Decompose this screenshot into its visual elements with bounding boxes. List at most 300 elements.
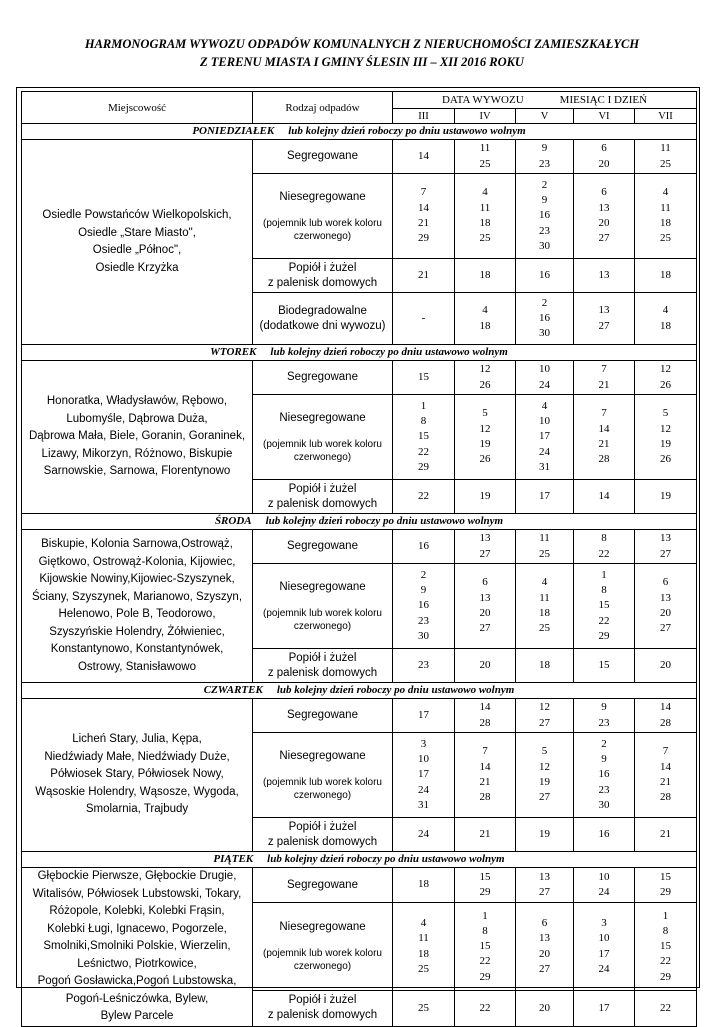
date-cell [516, 530, 574, 564]
waste-type-label: Niesegregowane [279, 190, 366, 203]
date-value: 5 [482, 407, 488, 420]
location-line: Kijowskie Nowiny,Kijowiec-Szyszynek, [39, 573, 235, 585]
table-row [22, 699, 697, 733]
location-line: Witalisów, Półwiosek Lubstowski, Tokary, [32, 887, 242, 900]
waste-type-ash [253, 259, 393, 293]
date-value: 22 [418, 489, 429, 502]
date-cell [393, 395, 455, 480]
month-header: III [393, 109, 455, 124]
waste-type-label: Popiół i żużel [288, 482, 357, 495]
date-value: 19 [539, 776, 550, 788]
holiday-note: lub kolejny dzień roboczy po dniu ustawowo wolnym [265, 515, 504, 527]
date-cell [516, 649, 574, 683]
date-value: 31 [418, 798, 429, 811]
date-value: 8 [601, 532, 607, 545]
location-line: Helenowo, Pole B, Teodorowo, [58, 608, 216, 620]
date-value: 5 [662, 407, 669, 420]
date-cell [635, 530, 697, 564]
date-cell [635, 818, 697, 852]
date-cell [574, 293, 635, 345]
waste-type-label: Segregowane [287, 878, 358, 891]
date-value: 27 [539, 791, 550, 804]
date-cell [455, 991, 516, 1026]
date-value: 16 [418, 599, 429, 612]
location-line: Kolebki Ługi, Ignacewo, Pogorzele, [47, 922, 227, 935]
date-value: 1 [482, 909, 488, 922]
date-value: 28 [479, 716, 491, 729]
location-line: Smolarnia, Trajbudy [85, 803, 189, 816]
waste-type-label: Segregowane [287, 540, 358, 552]
date-value: 7 [662, 745, 669, 758]
date-value: 7 [601, 363, 607, 376]
waste-type-label: z palenisk domowych [267, 835, 378, 848]
date-value: 10 [418, 753, 429, 766]
date-value: 4 [482, 304, 488, 317]
weekday-name: PIĄTEK [213, 853, 254, 865]
waste-type-label: z palenisk domowych [267, 497, 378, 510]
date-cell [635, 699, 697, 733]
date-value: 26 [479, 453, 491, 466]
date-cell [574, 733, 635, 818]
waste-type-label: Popiół i żużel [288, 261, 357, 274]
date-value: 19 [479, 489, 491, 502]
date-value: 18 [418, 947, 429, 960]
date-value: 2 [601, 737, 607, 750]
date-value: 4 [420, 917, 427, 930]
date-value: 1 [601, 568, 607, 581]
date-value: 13 [598, 268, 610, 281]
weekday-header [22, 852, 697, 868]
date-value: 22 [479, 1001, 491, 1014]
date-value: 20 [660, 607, 671, 619]
date-value: 21 [598, 438, 610, 450]
date-value: 4 [662, 304, 669, 317]
date-value: 15 [418, 370, 429, 383]
date-cell [635, 140, 697, 174]
date-value: 21 [418, 217, 429, 229]
waste-type-segregated [253, 699, 393, 733]
date-value: 27 [660, 547, 671, 560]
location-line: Smolniki,Smolniki Polskie, Wierzelin, [43, 940, 231, 952]
table-row [22, 530, 697, 564]
date-cell [574, 868, 635, 903]
location-line: Biskupie, Kolonia Sarnowa,Ostrowąż, [41, 538, 233, 550]
date-cell [574, 259, 635, 293]
waste-type-label: z palenisk domowych [267, 666, 378, 679]
waste-type-segregated [253, 140, 393, 174]
header-month-day-label: MIESIĄC I DZIEŃ [559, 94, 648, 106]
date-value: 17 [598, 1001, 610, 1014]
date-cell [393, 480, 455, 514]
location-line: Osiedle „Stare Miasto", [78, 226, 196, 239]
date-cell [455, 259, 516, 293]
location-line: Osiedle Krzyżka [95, 261, 179, 274]
date-cell [455, 564, 516, 649]
date-value: 12 [539, 760, 550, 773]
holiday-note: lub kolejny dzień roboczy po dniu ustawowo wolnym [276, 684, 515, 696]
date-value: 11 [479, 142, 491, 155]
waste-type-label: z palenisk domowych [267, 1009, 378, 1022]
date-value: 27 [660, 622, 671, 635]
date-cell [574, 699, 635, 733]
date-value: 4 [541, 576, 548, 589]
month-header: VI [574, 109, 635, 124]
date-value: 18 [660, 319, 671, 332]
table-row [22, 140, 697, 174]
date-value: 27 [479, 547, 491, 560]
date-value: 28 [660, 716, 671, 729]
date-value: 23 [539, 224, 550, 237]
location-line: Giętkowo, Ostrowąż-Kolonia, Kijowiec, [38, 555, 236, 568]
date-value: 16 [539, 311, 550, 324]
schedule-table [21, 91, 697, 1027]
date-cell [455, 818, 516, 852]
date-cell [393, 818, 455, 852]
date-cell [455, 293, 516, 345]
document-title: HARMONOGRAM WYWOZU ODPADÓW KOMUNALNYCH Z NIERUCHOMOŚCI ZAMIESZKAŁYCH [84, 37, 640, 51]
date-value: 29 [598, 629, 610, 642]
date-value: 11 [539, 591, 550, 604]
weekday-header [22, 124, 697, 140]
header-waste-type: Rodzaj odpadów [253, 92, 393, 124]
waste-type-label: Segregowane [287, 709, 358, 721]
header-date [393, 92, 697, 109]
date-value: 26 [660, 378, 671, 391]
waste-type-label: Niesegregowane [279, 921, 366, 934]
header-date-label: DATA WYWOZU [441, 94, 524, 106]
date-cell [516, 140, 574, 174]
date-value: 4 [482, 186, 488, 199]
waste-type-label: Popiół i żużel [288, 651, 357, 664]
location-line: Lubomyśle, Dąbrowa Duża, [66, 412, 208, 425]
date-value: 11 [479, 201, 491, 214]
date-value: 18 [418, 878, 429, 891]
date-value: 15 [479, 870, 491, 883]
date-value: 24 [598, 886, 610, 899]
date-cell [393, 259, 455, 293]
date-cell [635, 293, 697, 345]
waste-type-label: Biodegradowalne [278, 304, 367, 317]
date-value: 15 [660, 940, 671, 953]
date-value: 23 [418, 614, 429, 627]
date-value: 24 [418, 827, 429, 840]
date-value: 2 [541, 178, 548, 191]
date-value: 18 [479, 217, 491, 229]
waste-type-label: Segregowane [287, 150, 358, 162]
date-cell [393, 174, 455, 259]
location-line: Półwiosek Stary, Półwiosek Nowy, [50, 768, 224, 781]
date-value: 8 [662, 924, 669, 937]
date-value: 14 [418, 149, 429, 162]
date-cell [574, 361, 635, 395]
date-value: 1 [662, 909, 669, 922]
waste-type-unsegregated [253, 174, 393, 259]
date-value: 2 [420, 568, 427, 581]
date-value: 20 [539, 1001, 550, 1014]
date-value: 5 [541, 745, 548, 758]
date-value: 19 [660, 489, 671, 502]
date-value: 6 [482, 576, 488, 589]
date-value: 25 [539, 547, 550, 560]
date-value: 23 [539, 157, 550, 170]
date-cell [393, 868, 455, 903]
date-cell [635, 259, 697, 293]
date-cell [516, 361, 574, 395]
date-cell [455, 140, 516, 174]
date-value: 17 [539, 489, 550, 502]
location-line: Honoratka, Władysławów, Rębowo, [46, 395, 228, 408]
date-value: 9 [420, 584, 427, 597]
date-value: 17 [418, 708, 429, 721]
date-cell [393, 140, 455, 174]
waste-type-unsegregated [253, 395, 393, 480]
date-value: 21 [479, 776, 491, 788]
weekday-header [22, 683, 697, 699]
date-value: 15 [418, 430, 429, 443]
date-value: 13 [479, 591, 491, 604]
weekday-name: PONIEDZIAŁEK [192, 125, 275, 137]
date-value: 16 [598, 768, 610, 781]
date-value: 17 [598, 947, 610, 960]
location-line: Szyszyńskie Holendry, Żółwieniec, [49, 625, 225, 638]
date-value: 10 [598, 932, 610, 945]
date-value: 20 [479, 607, 491, 619]
date-value: 16 [539, 209, 550, 222]
date-value: 29 [479, 970, 491, 983]
waste-type-unsegregated [253, 733, 393, 818]
weekday-name: CZWARTEK [203, 684, 263, 696]
location-line: Konstantynowo, Konstantynówek, [50, 643, 224, 655]
locations-cell [22, 140, 253, 345]
date-value: 6 [601, 142, 607, 155]
location-line: Głębockie Pierwsze, Głębockie Drugie, [37, 870, 237, 882]
date-value: 9 [601, 753, 607, 766]
date-value: 28 [660, 791, 671, 804]
waste-type-ash [253, 818, 393, 852]
waste-type-ash [253, 991, 393, 1026]
date-cell [516, 480, 574, 514]
waste-type-note: (pojemnik lub worek koloru czerwonego) [263, 776, 382, 801]
date-value: 4 [662, 186, 669, 199]
waste-type-label: Popiół i żużel [288, 994, 357, 1007]
date-value: 23 [598, 783, 610, 796]
date-cell [393, 733, 455, 818]
date-value: 17 [418, 768, 429, 781]
location-line: Osiedle „Północ", [92, 244, 182, 256]
date-value: 25 [479, 232, 491, 245]
date-value: 12 [479, 363, 491, 376]
date-cell [455, 530, 516, 564]
date-cell [574, 903, 635, 991]
date-value: 9 [601, 701, 607, 714]
date-value: 14 [479, 701, 491, 714]
date-value: 15 [660, 870, 671, 883]
date-cell [574, 395, 635, 480]
waste-type-label: (dodatkowe dni wywozu) [259, 319, 386, 332]
date-value: 12 [660, 422, 671, 435]
date-cell [574, 140, 635, 174]
date-value: 21 [660, 776, 671, 788]
date-value: 16 [539, 268, 550, 281]
date-value: 8 [601, 584, 607, 597]
date-value: 28 [598, 453, 610, 466]
date-value: 3 [420, 737, 427, 750]
date-value: 15 [598, 599, 610, 612]
waste-type-note: (pojemnik lub worek koloru czerwonego) [263, 217, 382, 242]
date-value: 27 [598, 232, 610, 245]
date-cell [455, 395, 516, 480]
location-line: Bylew Parcele [100, 1010, 174, 1022]
date-value: 9 [541, 194, 548, 207]
location-line: Ostrowy, Stanisławowo [77, 660, 197, 673]
date-value: 7 [482, 745, 488, 758]
date-value: 27 [539, 963, 550, 976]
date-cell [455, 699, 516, 733]
date-value: 12 [539, 701, 550, 714]
date-value: 19 [660, 438, 671, 450]
date-value: 2 [541, 296, 548, 309]
date-value: 22 [660, 955, 671, 968]
date-cell [516, 733, 574, 818]
date-value: 30 [418, 629, 429, 642]
date-cell [516, 699, 574, 733]
date-value: 10 [539, 415, 550, 428]
date-value: 13 [479, 532, 491, 545]
date-value: 7 [420, 186, 427, 199]
date-value: 1 [420, 399, 427, 412]
date-value: 21 [479, 827, 491, 840]
date-value: 22 [660, 1001, 671, 1014]
waste-type-unsegregated [253, 564, 393, 649]
locations-cell [22, 530, 253, 683]
date-value: 16 [418, 539, 429, 552]
date-value: 27 [539, 886, 550, 899]
date-value: 29 [660, 886, 671, 899]
date-value: 13 [539, 870, 550, 883]
date-value: 20 [539, 947, 550, 960]
document-subtitle: Z TERENU MIASTA I GMINY ŚLESIN III – XII 2016 ROKU [200, 55, 524, 69]
date-value: 18 [539, 658, 550, 671]
date-value: 6 [662, 576, 669, 589]
date-value: 13 [598, 201, 610, 214]
date-cell [455, 903, 516, 991]
date-value: 11 [660, 201, 671, 214]
date-cell [393, 903, 455, 991]
date-value: 26 [479, 378, 491, 391]
date-cell [455, 480, 516, 514]
date-cell [574, 480, 635, 514]
location-line: Sarnowskie, Sarnowa, Florentynowo [43, 465, 231, 478]
date-value: 16 [598, 827, 610, 840]
date-value: 30 [539, 239, 550, 252]
date-value: 24 [418, 783, 429, 796]
date-cell [393, 293, 455, 345]
month-header: IV [455, 109, 516, 124]
date-value: 20 [479, 658, 491, 671]
header-location: Miejscowość [22, 92, 253, 124]
date-value: 13 [539, 932, 550, 945]
date-cell [393, 361, 455, 395]
locations-cell [22, 361, 253, 514]
date-value: 15 [598, 658, 610, 671]
date-value: 4 [541, 399, 548, 412]
waste-type-note: (pojemnik lub worek koloru czerwonego) [263, 948, 382, 973]
date-value: 18 [660, 217, 671, 229]
date-cell [516, 903, 574, 991]
date-value: 27 [598, 319, 610, 332]
date-value: 18 [479, 319, 491, 332]
waste-type-segregated [253, 361, 393, 395]
date-value: 14 [598, 489, 610, 502]
date-cell [393, 649, 455, 683]
date-value: 30 [539, 327, 550, 340]
date-value: 25 [660, 232, 671, 245]
date-value: 13 [660, 591, 671, 604]
date-value: 6 [601, 186, 607, 199]
date-value: 11 [539, 532, 550, 545]
date-value: 21 [598, 378, 610, 391]
date-value: 30 [598, 798, 610, 811]
date-value: 10 [598, 870, 610, 883]
locations-cell [22, 868, 253, 1027]
date-cell [393, 991, 455, 1026]
date-value: 21 [418, 268, 429, 281]
date-cell [574, 530, 635, 564]
date-cell [516, 174, 574, 259]
date-value: 13 [598, 304, 610, 317]
date-value: 24 [598, 963, 610, 976]
date-cell [635, 733, 697, 818]
date-cell [455, 174, 516, 259]
date-value: 25 [418, 1001, 429, 1014]
waste-type-label: Niesegregowane [279, 580, 366, 593]
date-cell [635, 991, 697, 1026]
waste-type-note: (pojemnik lub worek koloru czerwonego) [263, 607, 382, 632]
date-value: 3 [601, 917, 607, 930]
date-cell [516, 293, 574, 345]
date-value: 29 [660, 970, 671, 983]
date-cell [574, 174, 635, 259]
date-cell [635, 564, 697, 649]
date-cell [393, 699, 455, 733]
date-value: 14 [660, 701, 671, 714]
date-value: 31 [539, 460, 550, 473]
date-value: 22 [598, 614, 610, 627]
date-cell [635, 361, 697, 395]
date-value: 18 [539, 607, 550, 619]
date-cell [455, 733, 516, 818]
date-cell [455, 649, 516, 683]
weekday-header [22, 514, 697, 530]
holiday-note: lub kolejny dzień roboczy po dniu ustawowo wolnym [288, 125, 526, 137]
waste-type-segregated [253, 530, 393, 564]
date-value: 10 [539, 363, 550, 376]
date-cell [516, 991, 574, 1026]
holiday-note: lub kolejny dzień roboczy po dniu ustawowo wolnym [270, 346, 508, 358]
date-value: 17 [539, 430, 550, 443]
waste-type-note: (pojemnik lub worek koloru czerwonego) [263, 438, 382, 463]
location-line: Osiedle Powstańców Wielkopolskich, [42, 209, 232, 221]
date-value: 28 [479, 791, 491, 804]
date-value: 27 [479, 622, 491, 635]
date-cell [455, 868, 516, 903]
date-value: 14 [479, 760, 491, 773]
date-value: 26 [660, 453, 671, 466]
location-line: Leśnictwo, Piotrkowice, [77, 957, 197, 970]
date-value: 20 [598, 217, 610, 229]
date-value: 22 [598, 547, 610, 560]
date-value: 19 [479, 438, 491, 450]
